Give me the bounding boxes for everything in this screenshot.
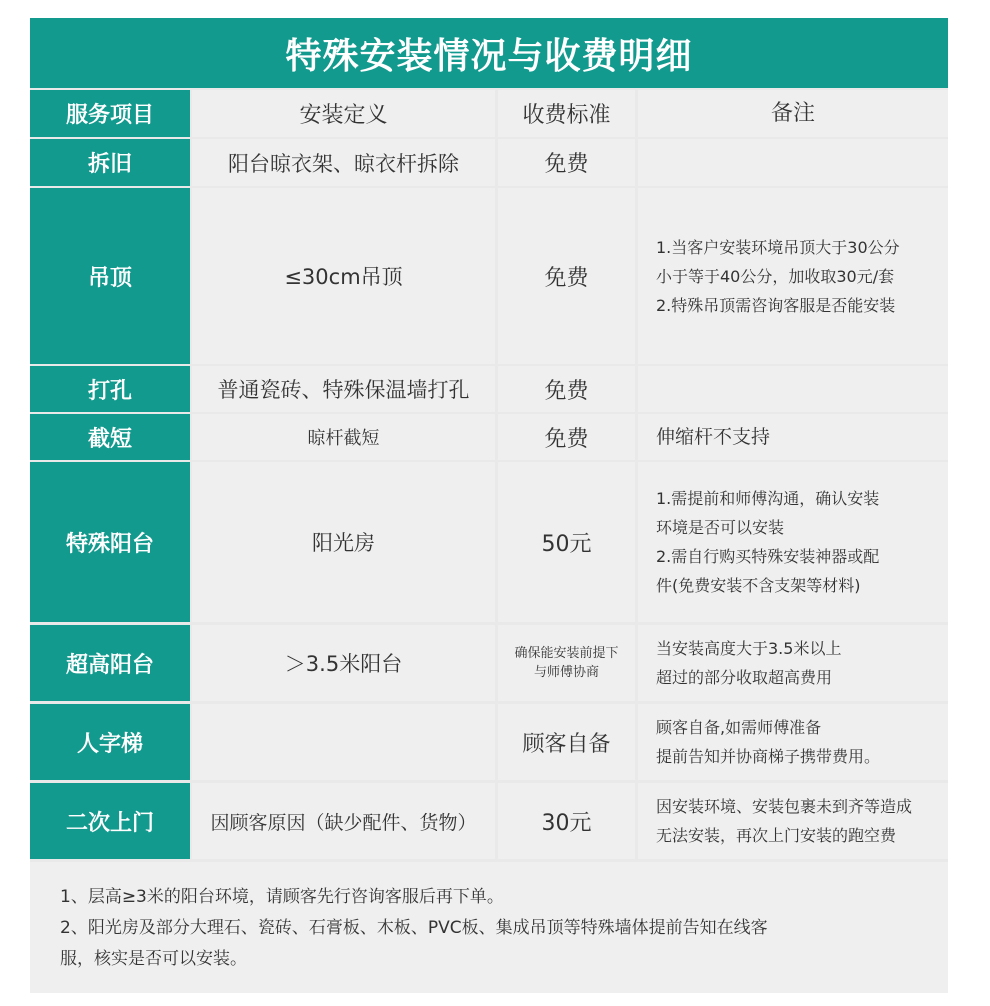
- row-remarks: [638, 414, 948, 460]
- row-fee: 30元: [498, 783, 635, 859]
- remark-line: 1.需提前和师傅沟通，确认安装: [656, 489, 880, 508]
- note-line: 服，核实是否可以安装。: [60, 949, 247, 969]
- row-definition: 普通瓷砖、特殊保温墙打孔: [192, 366, 495, 412]
- row-item: 拆旧: [30, 139, 190, 186]
- table-row: [30, 188, 948, 364]
- remark-line: 因安装环境、安装包裹未到齐等造成: [656, 797, 913, 816]
- row-remarks: [638, 139, 948, 186]
- notes-box: [30, 862, 948, 993]
- row-remarks: [638, 704, 948, 780]
- table-row: [30, 783, 948, 859]
- row-fee: 免费: [498, 414, 635, 460]
- row-fee: 50元: [498, 462, 635, 622]
- table-row: [30, 704, 948, 780]
- remark-line: 件(免费安装不含支架等材料): [656, 576, 861, 595]
- table-row: [30, 462, 948, 622]
- header-definition: 安装定义: [192, 90, 495, 137]
- row-item: 特殊阳台: [30, 462, 190, 622]
- row-fee: 免费: [498, 188, 635, 364]
- row-remarks: [638, 188, 948, 364]
- table-header: [30, 90, 948, 137]
- remark-line: 环境是否可以安装: [656, 518, 785, 537]
- remark-line: 小于等于40公分，加收取30元/套: [656, 266, 895, 286]
- header-remarks: 备注: [638, 90, 948, 137]
- row-definition: 阳光房: [192, 462, 495, 622]
- row-definition: 因顾客原因（缺少配件、货物）: [192, 783, 495, 859]
- table-row: [30, 366, 948, 412]
- row-fee: 免费: [498, 139, 635, 186]
- row-fee: 免费: [498, 366, 635, 412]
- row-definition: [192, 704, 495, 780]
- row-fee: [498, 625, 635, 701]
- table-row: [30, 625, 948, 701]
- remark-line: 无法安装，再次上门安装的跑空费: [656, 826, 897, 845]
- header-fee: 收费标准: [498, 90, 635, 137]
- table-row: [30, 139, 948, 186]
- remark-line: 2.特殊吊顶需咨询客服是否能安装: [656, 295, 896, 315]
- row-item: 打孔: [30, 366, 190, 412]
- fee-line: 与师傅协商: [533, 665, 599, 680]
- remark-line: 当安装高度大于3.5米以上: [656, 639, 842, 658]
- remark-line: 1.当客户安装环境吊顶大于30公分: [656, 237, 900, 257]
- row-remarks: [638, 366, 948, 412]
- page-title: 特殊安装情况与收费明细: [30, 18, 948, 88]
- row-definition: 阳台晾衣架、晾衣杆拆除: [192, 139, 495, 186]
- row-remarks: [638, 783, 948, 859]
- remark-line: 顾客自备,如需师傅准备: [656, 718, 822, 737]
- remark-line: 超过的部分收取超高费用: [656, 668, 833, 687]
- remark-line: 2.需自行购买特殊安装神器或配: [656, 547, 880, 566]
- fee-line: 确保能安装前提下: [514, 646, 619, 661]
- note-line: 1、层高≥3米的阳台环境，请顾客先行咨询客服后再下单。: [60, 887, 504, 907]
- note-line: 2、阳光房及部分大理石、瓷砖、石膏板、木板、PVC板、集成吊顶等特殊墙体提前告知在线客: [60, 918, 768, 938]
- remark-line: 提前告知并协商梯子携带费用。: [656, 747, 881, 766]
- row-definition: ＞3.5米阳台: [192, 625, 495, 701]
- row-item: 超高阳台: [30, 625, 190, 701]
- row-fee: 顾客自备: [498, 704, 635, 780]
- row-item: 人字梯: [30, 704, 190, 780]
- remark-line: 伸缩杆不支持: [656, 425, 771, 448]
- table-row: [30, 414, 948, 460]
- row-item: 吊顶: [30, 188, 190, 364]
- row-remarks: [638, 625, 948, 701]
- row-definition: ≤30cm吊顶: [192, 188, 495, 364]
- row-item: 截短: [30, 414, 190, 460]
- row-remarks: [638, 462, 948, 622]
- row-item: 二次上门: [30, 783, 190, 859]
- row-definition: 晾杆截短: [192, 414, 495, 460]
- header-service-item: 服务项目: [30, 90, 190, 137]
